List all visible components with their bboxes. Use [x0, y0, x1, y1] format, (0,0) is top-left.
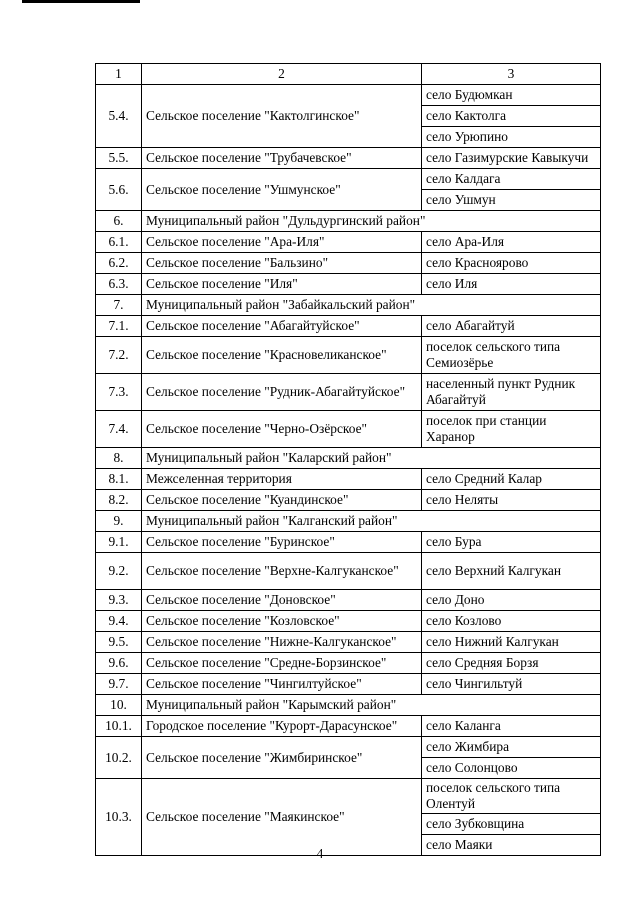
settlement-name: Сельское поселение "Ара-Иля" [142, 232, 422, 253]
locality-name: село Ара-Иля [422, 232, 601, 253]
row-number: 9.3. [96, 590, 142, 611]
table-row [96, 232, 601, 253]
row-number: 8. [96, 448, 142, 469]
settlement-name: Сельское поселение "Буринское" [142, 532, 422, 553]
row-number: 6.2. [96, 253, 142, 274]
district-row [96, 211, 601, 232]
table-row [96, 337, 601, 374]
locality-name: поселок при станции Харанор [422, 411, 601, 448]
row-number: 7. [96, 295, 142, 316]
table-row [96, 85, 601, 106]
settlement-name: Сельское поселение "Доновское" [142, 590, 422, 611]
settlement-name: Сельское поселение "Чингилтуйское" [142, 674, 422, 695]
settlement-name: Сельское поселение "Верхне-Калгуканское" [142, 553, 422, 590]
locality-name: село Неляты [422, 490, 601, 511]
row-number: 10.1. [96, 716, 142, 737]
settlement-name: Сельское поселение "Абагайтуйское" [142, 316, 422, 337]
row-number: 10. [96, 695, 142, 716]
table-row [96, 653, 601, 674]
locality-name: село Будюмкан [422, 85, 601, 106]
district-name: Муниципальный район "Калганский район" [142, 511, 601, 532]
row-number: 8.2. [96, 490, 142, 511]
row-number: 5.4. [96, 85, 142, 148]
row-number: 9. [96, 511, 142, 532]
locality-name: поселок сельского типа Семиозёрье [422, 337, 601, 374]
table-body [96, 64, 601, 856]
locality-name: село Маяки [422, 834, 601, 855]
locality-name: село Ушмун [422, 190, 601, 211]
table-row [96, 611, 601, 632]
table-row [96, 532, 601, 553]
locality-name: село Жимбира [422, 737, 601, 758]
settlement-name: Сельское поселение "Красновеликанское" [142, 337, 422, 374]
table-row [96, 737, 601, 758]
locality-name: село Каланга [422, 716, 601, 737]
top-rule [22, 0, 140, 3]
table-row [96, 590, 601, 611]
settlement-name: Сельское поселение "Средне-Борзинское" [142, 653, 422, 674]
settlement-name: Городское поселение "Курорт-Дарасунское" [142, 716, 422, 737]
district-name: Муниципальный район "Каларский район" [142, 448, 601, 469]
table-row [96, 274, 601, 295]
settlement-name: Сельское поселение "Ушмунское" [142, 169, 422, 211]
row-number: 5.5. [96, 148, 142, 169]
locality-name: село Урюпино [422, 127, 601, 148]
locality-name: село Средняя Борзя [422, 653, 601, 674]
table-row [96, 674, 601, 695]
table-row [96, 490, 601, 511]
locality-name: село Калдага [422, 169, 601, 190]
table-row [96, 553, 601, 590]
table-row [96, 253, 601, 274]
district-name: Муниципальный район "Дульдургинский район" [142, 211, 601, 232]
table-row [96, 316, 601, 337]
table-row [96, 411, 601, 448]
row-number: 5.6. [96, 169, 142, 211]
header-col-1: 1 [96, 64, 142, 85]
row-number: 9.5. [96, 632, 142, 653]
row-number: 9.2. [96, 553, 142, 590]
locality-name: село Нижний Калгукан [422, 632, 601, 653]
table-row [96, 148, 601, 169]
locality-name: село Козлово [422, 611, 601, 632]
district-row [96, 695, 601, 716]
settlement-name: Сельское поселение "Козловское" [142, 611, 422, 632]
settlement-name: Межселенная территория [142, 469, 422, 490]
settlement-name: Сельское поселение "Иля" [142, 274, 422, 295]
settlements-table [95, 63, 601, 856]
locality-name: село Средний Калар [422, 469, 601, 490]
settlement-name: Сельское поселение "Куандинское" [142, 490, 422, 511]
locality-name: село Абагайтуй [422, 316, 601, 337]
row-number: 10.2. [96, 737, 142, 779]
settlement-name: Сельское поселение "Кактолгинское" [142, 85, 422, 148]
header-col-3: 3 [422, 64, 601, 85]
row-number: 7.1. [96, 316, 142, 337]
locality-name: село Верхний Калгукан [422, 553, 601, 590]
settlement-name: Сельское поселение "Бальзино" [142, 253, 422, 274]
row-number: 8.1. [96, 469, 142, 490]
header-col-2: 2 [142, 64, 422, 85]
settlement-name: Сельское поселение "Нижне-Калгуканское" [142, 632, 422, 653]
row-number: 9.1. [96, 532, 142, 553]
settlement-name: Сельское поселение "Трубачевское" [142, 148, 422, 169]
district-name: Муниципальный район "Забайкальский район" [142, 295, 601, 316]
locality-name: поселок сельского типа Олентуй [422, 779, 601, 814]
district-row [96, 295, 601, 316]
locality-name: село Доно [422, 590, 601, 611]
table-row [96, 374, 601, 411]
row-number: 7.2. [96, 337, 142, 374]
table-header-row [96, 64, 601, 85]
table-row [96, 169, 601, 190]
row-number: 9.7. [96, 674, 142, 695]
locality-name: село Газимурские Кавыкучи [422, 148, 601, 169]
settlement-name: Сельское поселение "Черно-Озёрское" [142, 411, 422, 448]
row-number: 6. [96, 211, 142, 232]
table-row [96, 716, 601, 737]
locality-name: село Солонцово [422, 758, 601, 779]
district-name: Муниципальный район "Карымский район" [142, 695, 601, 716]
settlement-name: Сельское поселение "Рудник-Абагайтуйское" [142, 374, 422, 411]
locality-name: село Иля [422, 274, 601, 295]
district-row [96, 448, 601, 469]
row-number: 7.4. [96, 411, 142, 448]
row-number: 6.3. [96, 274, 142, 295]
locality-name: село Бура [422, 532, 601, 553]
settlement-name: Сельское поселение "Жимбиринское" [142, 737, 422, 779]
row-number: 9.4. [96, 611, 142, 632]
table-row [96, 469, 601, 490]
table-row [96, 779, 601, 814]
locality-name: населенный пункт Рудник Абагайтуй [422, 374, 601, 411]
row-number: 10.3. [96, 779, 142, 856]
page-number: 4 [316, 846, 324, 861]
row-number: 6.1. [96, 232, 142, 253]
locality-name: село Красноярово [422, 253, 601, 274]
locality-name: село Чингильтуй [422, 674, 601, 695]
settlement-name: Сельское поселение "Маякинское" [142, 779, 422, 856]
row-number: 7.3. [96, 374, 142, 411]
district-row [96, 511, 601, 532]
locality-name: село Кактолга [422, 106, 601, 127]
locality-name: село Зубковщина [422, 813, 601, 834]
table-row [96, 632, 601, 653]
row-number: 9.6. [96, 653, 142, 674]
